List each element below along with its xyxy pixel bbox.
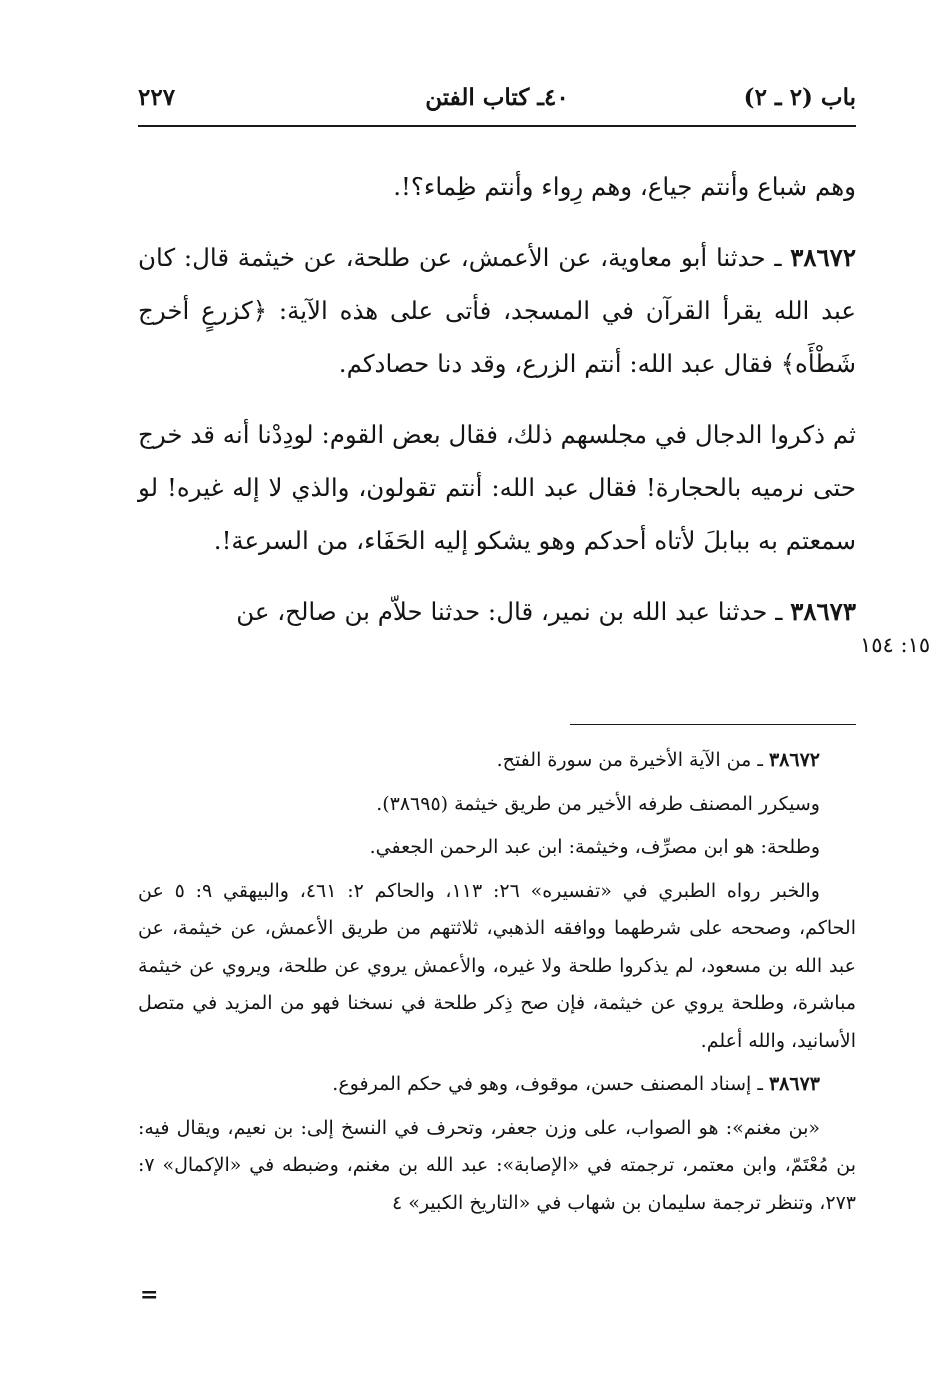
hadith-text: ـ حدثنا عبد الله بن نمير، قال: حدثنا حلاّم بن صالح، عن — [236, 597, 791, 626]
footnote-line: وطلحة: هو ابن مصرِّف، وخيثمة: ابن عبد الرحمن الجعفي. — [369, 836, 820, 858]
footnote-38673 — [138, 1066, 856, 1104]
footnotes — [138, 742, 856, 1222]
footnote-number: ٣٨٦٧٢ — [768, 749, 820, 771]
page-header — [138, 84, 856, 120]
footnote-text: ـ من الآية الأخيرة من سورة الفتح. — [496, 749, 769, 771]
chapter-title: باب (٢ ـ ٢) — [743, 84, 856, 111]
paragraph-dajjal: ثم ذكروا الدجال في مجلسهم ذلك، فقال بعض القوم: لودِدْنا أنه قد خرج حتى نرميه بالحجارة! فقال عبد الله: أنتم تقولون، والذي لا إله غيره! لو سمعتم به ببابلَ لأتاه أحدكم وهو يشكو إليه الحَفَاء، من السرعة!. — [138, 420, 856, 555]
hadith-38672 — [138, 231, 856, 390]
footnote-divider — [570, 724, 856, 725]
continuation-mark: = — [140, 1282, 159, 1308]
hadith-number: ٣٨٦٧٣ — [790, 597, 856, 626]
footnote-38672 — [138, 742, 856, 780]
book-title: ٤٠ـ كتاب الفتن — [425, 84, 569, 111]
header-divider — [138, 125, 856, 127]
hadith-text: ـ حدثنا أبو معاوية، عن الأعمش، عن طلحة، عن خيثمة قال: كان عبد الله يقرأ القرآن في المسجد، فأتى على هذه الآية: ﴿كزرعٍ أخرج شَطْأَه﴾ فقال عبد الله: أنتم الزرع، وقد دنا حصادكم. — [138, 243, 856, 378]
footnote-paragraph: والخبر رواه الطبري في «تفسيره» ٢٦: ١١٣، والحاكم ٢: ٤٦١، والبيهقي ٩: ٥ عن الحاكم، وصححه على شرطهما ووافقه الذهبي، ثلاثتهم من طريق الأعمش، عن خيثمة، عن عبد الله بن مسعود، لم يذكروا طلحة ولا غيره، والأعمش يروي عن طلحة، ويروي عن خيثمة مباشرة، وطلحة يروي عن خيثمة، فإن صح ذِكر طلحة في نسخنا فهو من المزيد في متصل الأسانيد، والله أعلم. — [138, 879, 856, 1052]
footnote-line: وسيكرر المصنف طرفه الأخير من طريق خيثمة (٣٨٦٩٥). — [376, 792, 820, 815]
main-text — [138, 160, 856, 656]
hadith-number: ٣٨٦٧٢ — [790, 243, 856, 272]
footnote-text: ـ إسناد المصنف حسن، موقوف، وهو في حكم المرفوع. — [332, 1073, 769, 1095]
hadith-38673 — [138, 585, 856, 638]
margin-reference: ١٥: ١٥٤ — [860, 633, 931, 657]
footnote-paragraph: «بن مغنم»: هو الصواب، على وزن جعفر، وتحرف في النسخ إلى: بن نعيم، ويقال فيه: بن مُعْتَمّ، وابن معتمر، ترجمته في «الإصابة»: عبد الله بن مغنم، وضبطه في «الإكمال» ٧: ٢٧٣، وتنظر ترجمة سليمان بن شهاب في «التاريخ الكبير» ٤ — [138, 1116, 856, 1214]
paragraph-continuation: وهم شباع وأنتم جياع، وهم رِواء وأنتم ظِماء؟!. — [393, 172, 856, 201]
footnote-number: ٣٨٦٧٣ — [768, 1073, 820, 1095]
page-number: ٢٢٧ — [138, 84, 176, 111]
